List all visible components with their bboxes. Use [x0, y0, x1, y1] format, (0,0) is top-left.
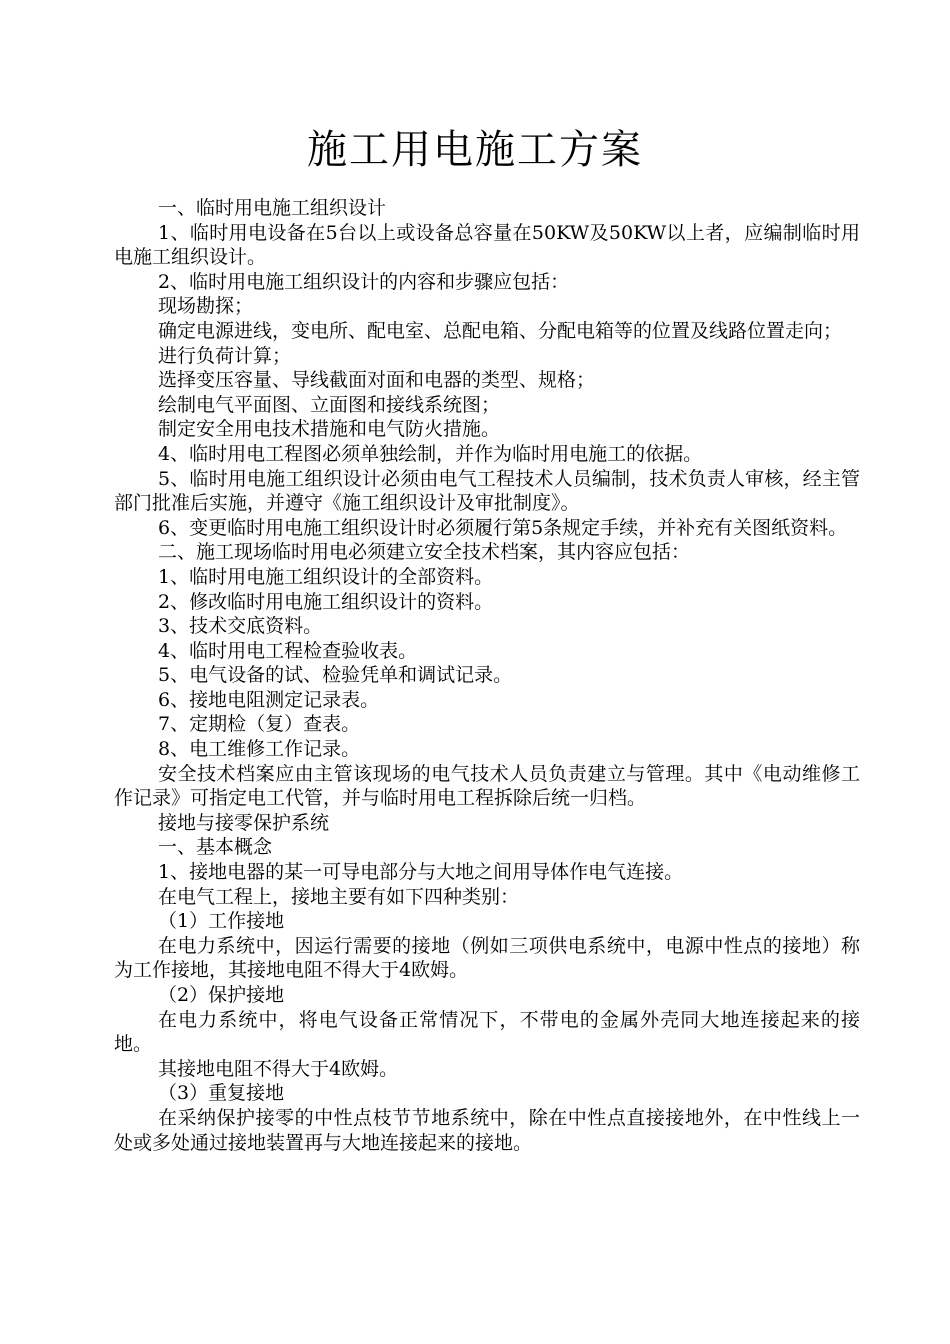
subheading: （3）重复接地 — [158, 1082, 285, 1105]
paragraph: 安全技术档案应由主管该现场的电气技术人员负责建立与管理。其中《电动维修工作记录》可指定电工代管，并与临时用电工程拆除后统一归档。 — [114, 762, 860, 810]
heading-basic-concepts: 一、基本概念 — [158, 836, 273, 859]
subheading: （1）工作接地 — [158, 910, 285, 933]
list-item: 6、接地电阻测定记录表。 — [158, 688, 380, 711]
list-item: 8、电工维修工作记录。 — [158, 738, 361, 761]
document-title: 施工用电施工方案 — [307, 127, 643, 173]
list-item: 选择变压容量、导线截面对面和电器的类型、规格； — [158, 369, 596, 392]
heading-2: 二、施工现场临时用电必须建立安全技术档案，其内容应包括： — [158, 541, 691, 564]
paragraph: 4、临时用电工程图必须单独绘制，并作为临时用电施工的依据。 — [158, 442, 703, 465]
paragraph: 在电力系统中，因运行需要的接地（例如三项供电系统中，电源中性点的接地）称为工作接地，其接地电阻不得大于4欧姆。 — [114, 934, 860, 982]
document-body — [114, 196, 860, 1155]
list-item: 进行负荷计算； — [158, 344, 292, 367]
list-item: 绘制电气平面图、立面图和接线系统图； — [158, 393, 501, 416]
paragraph: 2、临时用电施工组织设计的内容和步骤应包括： — [158, 270, 570, 293]
paragraph: 5、临时用电施工组织设计必须由电气工程技术人员编制，技术负责人审核，经主管部门批准后实施，并遵守《施工组织设计及审批制度》。 — [114, 467, 860, 515]
paragraph: 在电气工程上，接地主要有如下四种类别： — [158, 885, 520, 908]
paragraph: 其接地电阻不得大于4欧姆。 — [158, 1057, 399, 1080]
list-item: 确定电源进线，变电所、配电室、总配电箱、分配电箱等的位置及线路位置走向； — [158, 319, 843, 342]
paragraph: 1、接地电器的某一可导电部分与大地之间用导体作电气连接。 — [158, 861, 684, 884]
heading-1: 一、临时用电施工组织设计 — [158, 197, 387, 219]
section-heading: 接地与接零保护系统 — [158, 811, 330, 834]
list-item: 现场勘探； — [158, 295, 254, 318]
paragraph: 在采纳保护接零的中性点枝节节地系统中，除在中性点直接接地外，在中性线上一处或多处通过接地装置再与大地连接起来的接地。 — [114, 1106, 860, 1154]
paragraph: 1、临时用电设备在5台以上或设备总容量在50KW及50KW以上者，应编制临时用电施工组织设计。 — [114, 221, 860, 269]
list-item: 3、技术交底资料。 — [158, 615, 323, 638]
list-item: 5、电气设备的试、检验凭单和调试记录。 — [158, 664, 513, 687]
list-item: 1、临时用电施工组织设计的全部资料。 — [158, 565, 494, 588]
list-item: 2、修改临时用电施工组织设计的资料。 — [158, 590, 494, 613]
paragraph: 在电力系统中，将电气设备正常情况下，不带电的金属外壳同大地连接起来的接地。 — [114, 1008, 860, 1056]
list-item: 7、定期检（复）查表。 — [158, 713, 361, 736]
subheading: （2）保护接地 — [158, 984, 285, 1006]
paragraph: 6、变更临时用电施工组织设计时必须履行第5条规定手续，并补充有关图纸资料。 — [158, 516, 848, 539]
list-item: 4、临时用电工程检查验收表。 — [158, 639, 418, 662]
list-item: 制定安全用电技术措施和电气防火措施。 — [158, 418, 501, 441]
